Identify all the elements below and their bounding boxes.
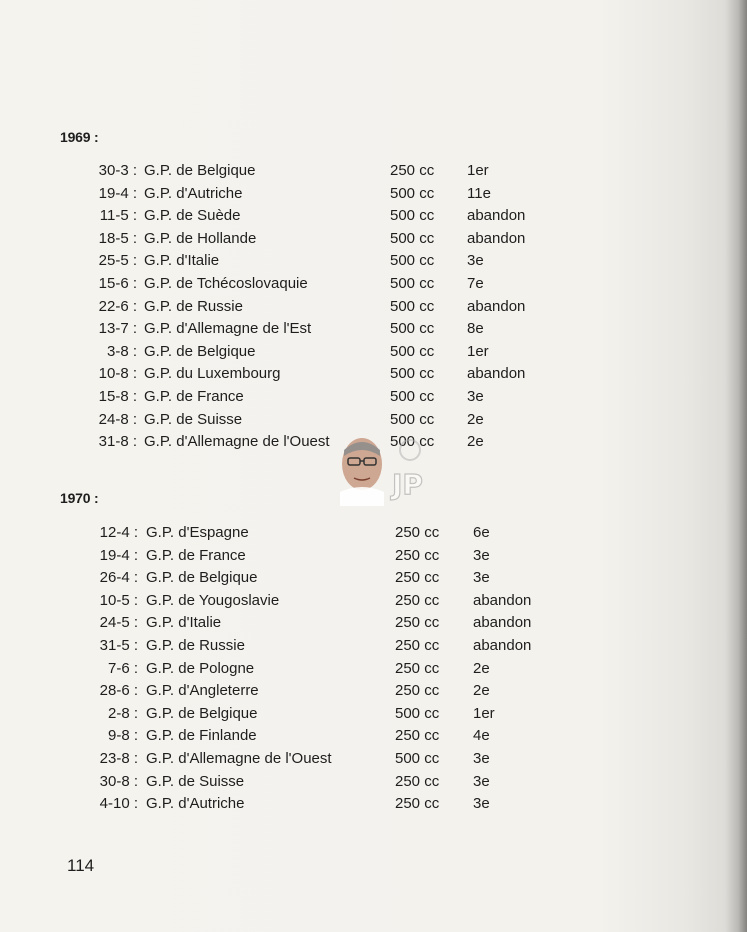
- race-result: 3e: [473, 795, 490, 813]
- race-row: [0, 793, 600, 816]
- race-row: [0, 680, 600, 703]
- race-engine-class: 500 cc: [390, 229, 435, 247]
- race-engine-class: 500 cc: [390, 387, 435, 405]
- race-engine-class: 250 cc: [395, 546, 440, 564]
- race-row: [0, 612, 600, 635]
- race-engine-class: 250 cc: [395, 591, 440, 609]
- race-result: 3e: [467, 387, 484, 405]
- race-engine-class: 250 cc: [395, 682, 440, 700]
- race-result: 8e: [467, 320, 484, 338]
- race-date: 4-10 :: [99, 795, 138, 813]
- race-grand-prix: G.P. d'Autriche: [144, 184, 243, 202]
- race-list-1969: [0, 160, 600, 454]
- race-engine-class: 500 cc: [390, 297, 435, 315]
- race-grand-prix: G.P. de Russie: [146, 636, 245, 654]
- race-result: 11e: [467, 184, 491, 202]
- race-grand-prix: G.P. de Hollande: [144, 229, 257, 247]
- race-row: [0, 250, 600, 273]
- race-grand-prix: G.P. de Belgique: [144, 342, 256, 360]
- race-date: 18-5 :: [98, 229, 137, 247]
- race-date: 19-4 :: [99, 546, 138, 564]
- svg-text:JP: JP: [392, 468, 423, 501]
- race-result: 2e: [473, 682, 490, 700]
- page-number: 114: [67, 856, 95, 875]
- race-result: 4e: [473, 727, 490, 745]
- race-result: 6e: [473, 524, 490, 541]
- race-date: 31-8 :: [98, 433, 137, 451]
- race-date: 12-4 :: [99, 524, 138, 541]
- race-grand-prix: G.P. de Suisse: [144, 410, 243, 428]
- race-grand-prix: G.P. de Suisse: [146, 772, 245, 790]
- race-row: [0, 658, 600, 681]
- race-engine-class: 250 cc: [395, 795, 440, 813]
- race-row: [0, 273, 600, 296]
- race-result: 3e: [467, 252, 484, 270]
- race-row: [0, 160, 600, 183]
- race-grand-prix: G.P. d'Allemagne de l'Ouest: [144, 433, 330, 451]
- race-date: 24-8 :: [98, 410, 137, 428]
- portrait-stamp: [322, 428, 442, 506]
- race-date: 25-5 :: [98, 252, 137, 270]
- race-date: 24-5 :: [99, 614, 138, 632]
- race-row: [0, 205, 600, 228]
- race-engine-class: 500 cc: [390, 365, 435, 383]
- race-grand-prix: G.P. de France: [146, 546, 246, 564]
- race-result: abandon: [467, 297, 526, 315]
- race-date: 23-8 :: [99, 749, 138, 767]
- race-row: [0, 228, 600, 251]
- race-result: 1er: [467, 342, 489, 360]
- race-engine-class: 500 cc: [395, 749, 440, 767]
- race-row: [0, 431, 600, 454]
- race-engine-class: 500 cc: [395, 704, 440, 722]
- race-row: [0, 725, 600, 748]
- race-result: abandon: [467, 229, 526, 247]
- race-grand-prix: G.P. de France: [144, 387, 244, 405]
- race-engine-class: 500 cc: [390, 320, 435, 338]
- race-grand-prix: G.P. de Yougoslavie: [146, 591, 280, 609]
- race-engine-class: 250 cc: [395, 772, 440, 790]
- race-row: [0, 522, 600, 545]
- race-result: 2e: [467, 410, 484, 428]
- race-date: 10-8 :: [98, 365, 137, 383]
- race-result: 3e: [473, 569, 490, 587]
- race-date: 31-5 :: [99, 636, 138, 654]
- race-row: [0, 409, 600, 432]
- race-grand-prix: G.P. d'Espagne: [146, 524, 249, 541]
- race-row: [0, 296, 600, 319]
- race-grand-prix: G.P. d'Autriche: [146, 795, 245, 813]
- jp-logo-icon: [390, 440, 423, 501]
- race-grand-prix: G.P. d'Italie: [146, 614, 222, 632]
- race-result: abandon: [473, 614, 532, 632]
- race-date: 13-7 :: [98, 320, 137, 338]
- race-row: [0, 567, 600, 590]
- race-result: abandon: [467, 365, 526, 383]
- race-grand-prix: G.P. d'Italie: [144, 252, 220, 270]
- race-grand-prix: G.P. de Belgique: [146, 704, 258, 722]
- race-result: 1er: [467, 162, 489, 179]
- race-grand-prix: G.P. de Russie: [144, 297, 243, 315]
- race-result: 3e: [473, 546, 490, 564]
- race-engine-class: 500 cc: [390, 252, 435, 270]
- race-date: 3-8 :: [106, 342, 137, 360]
- race-result: abandon: [473, 591, 532, 609]
- race-engine-class: 500 cc: [390, 342, 435, 360]
- race-date: 22-6 :: [98, 297, 137, 315]
- race-row: [0, 771, 600, 794]
- race-engine-class: 250 cc: [390, 162, 435, 179]
- race-grand-prix: G.P. de Belgique: [146, 569, 258, 587]
- race-date: 15-6 :: [98, 274, 137, 292]
- race-engine-class: 250 cc: [395, 636, 440, 654]
- race-date: 10-5 :: [99, 591, 138, 609]
- race-result: abandon: [473, 636, 532, 654]
- race-result: 1er: [473, 704, 495, 722]
- race-row: [0, 386, 600, 409]
- race-date: 7-6 :: [107, 659, 138, 677]
- race-grand-prix: G.P. de Tchécoslovaquie: [144, 274, 308, 292]
- race-date: 9-8 :: [107, 727, 138, 745]
- race-row: [0, 703, 600, 726]
- race-result: 3e: [473, 772, 490, 790]
- race-date: 26-4 :: [99, 569, 138, 587]
- race-grand-prix: G.P. de Belgique: [144, 162, 256, 179]
- race-grand-prix: G.P. de Suède: [144, 207, 241, 225]
- race-grand-prix: G.P. de Pologne: [146, 659, 255, 677]
- race-engine-class: 250 cc: [395, 524, 440, 541]
- race-date: 30-8 :: [99, 772, 138, 790]
- race-engine-class: 250 cc: [395, 614, 440, 632]
- race-grand-prix: G.P. d'Angleterre: [146, 682, 259, 700]
- race-result: 2e: [473, 659, 490, 677]
- race-engine-class: 250 cc: [395, 727, 440, 745]
- race-row: [0, 545, 600, 568]
- race-grand-prix: G.P. d'Allemagne de l'Ouest: [146, 749, 332, 767]
- race-engine-class: 500 cc: [390, 274, 435, 292]
- section-title-1969: 1969 :: [60, 129, 99, 145]
- section-title-1970: 1970 :: [60, 490, 99, 506]
- race-result: 7e: [467, 274, 484, 292]
- race-list-1970: [0, 522, 600, 816]
- race-grand-prix: G.P. du Luxembourg: [144, 365, 281, 383]
- race-engine-class: 250 cc: [395, 659, 440, 677]
- page-gutter-shadow: [725, 0, 747, 932]
- race-grand-prix: G.P. de Finlande: [146, 727, 257, 745]
- race-date: 19-4 :: [98, 184, 137, 202]
- race-result: 2e: [467, 433, 484, 451]
- race-row: [0, 341, 600, 364]
- race-result: 3e: [473, 749, 490, 767]
- portrait-figure-icon: [340, 438, 384, 506]
- race-date: 11-5 :: [99, 207, 137, 225]
- race-engine-class: 500 cc: [390, 410, 435, 428]
- race-result: abandon: [467, 207, 526, 225]
- race-row: [0, 363, 600, 386]
- race-date: 30-3 :: [98, 162, 137, 179]
- race-engine-class: 500 cc: [390, 207, 435, 225]
- race-engine-class: 250 cc: [395, 569, 440, 587]
- race-engine-class: 500 cc: [390, 184, 435, 202]
- race-engine-class: 500 cc: [390, 433, 435, 451]
- race-row: [0, 748, 600, 771]
- race-date: 2-8 :: [107, 704, 138, 722]
- race-row: [0, 318, 600, 341]
- race-row: [0, 183, 600, 206]
- race-grand-prix: G.P. d'Allemagne de l'Est: [144, 320, 312, 338]
- race-row: [0, 635, 600, 658]
- race-row: [0, 590, 600, 613]
- race-date: 28-6 :: [99, 682, 138, 700]
- race-date: 15-8 :: [98, 387, 137, 405]
